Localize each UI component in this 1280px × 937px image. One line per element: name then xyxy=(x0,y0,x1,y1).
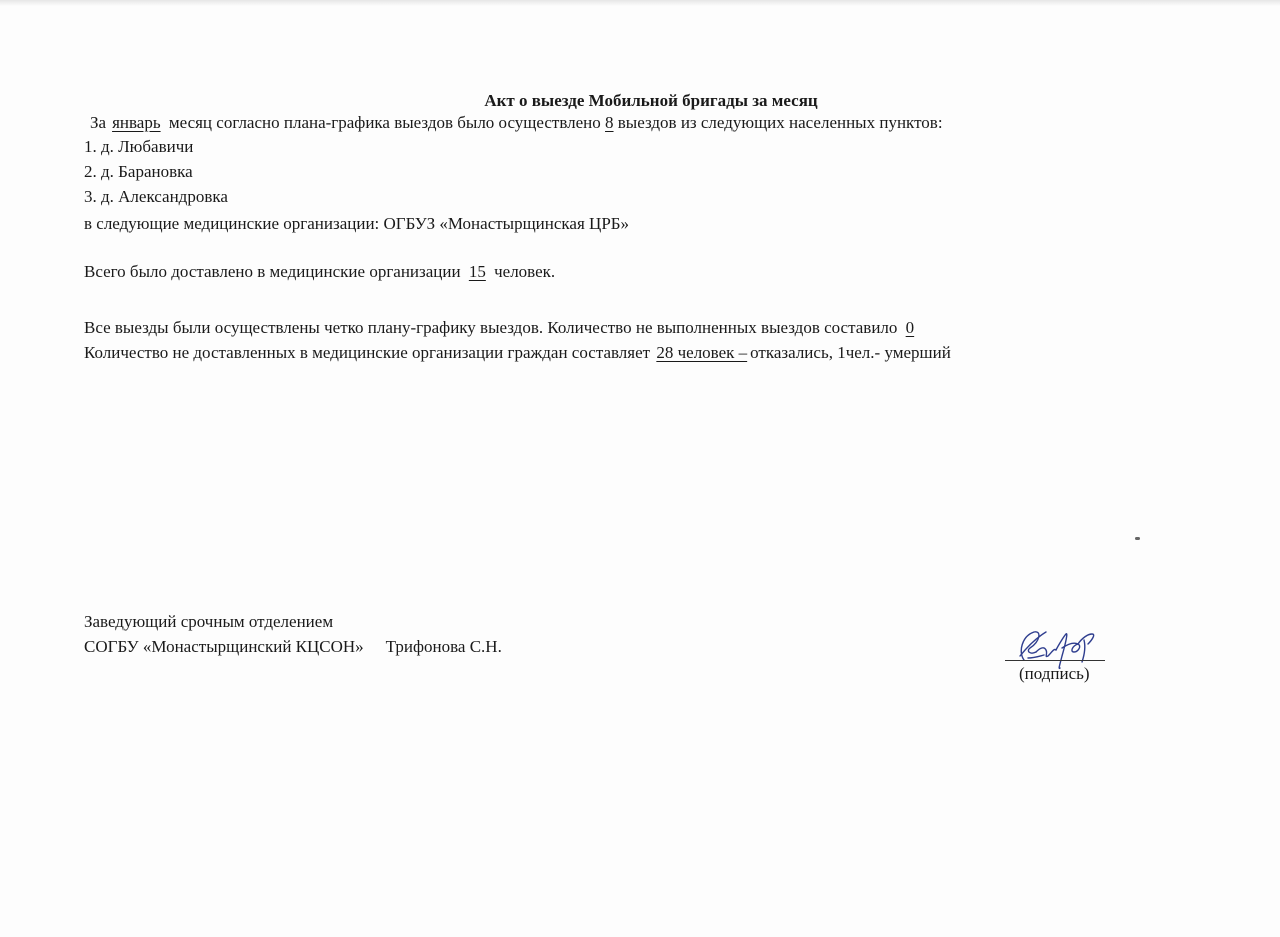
signatory-organization: СОГБУ «Монастырщинский КЦСОН» xyxy=(84,637,364,656)
not-delivered-value: 28 человек – xyxy=(656,343,748,362)
settlement-item: 3. д. Александровка xyxy=(84,187,228,206)
scan-speck xyxy=(1135,537,1140,540)
organizations-line: в следующие медицинские организации: ОГБУЗ «Монастырщинская ЦРБ» xyxy=(84,214,630,233)
delivered-suffix: человек. xyxy=(494,262,556,281)
signatory-name: Трифонова С.Н. xyxy=(385,637,502,656)
intro-line xyxy=(90,113,943,133)
settlement-item: 2. д. Барановка xyxy=(84,162,193,181)
not-completed-count: 0 xyxy=(905,318,915,337)
signatory-line xyxy=(84,637,502,657)
month-value: январь xyxy=(112,113,161,132)
document-title: Акт о выезде Мобильной бригады за месяц xyxy=(484,91,818,110)
intro-middle: месяц согласно плана-графика выездов было осуществлено xyxy=(168,113,601,132)
settlement-item: 1. д. Любавичи xyxy=(84,137,194,156)
not-delivered-suffix: отказались, 1чел.- умерший xyxy=(750,343,951,362)
not-delivered-line xyxy=(84,343,951,363)
trips-count: 8 xyxy=(605,113,614,132)
delivered-line xyxy=(84,262,555,282)
completed-line xyxy=(84,318,918,338)
delivered-prefix: Всего было доставлено в медицинские организации xyxy=(84,262,461,281)
intro-prefix: За xyxy=(90,113,107,132)
signatory-position: Заведующий срочным отделением xyxy=(84,612,334,631)
not-delivered-prefix: Количество не доставленных в медицинские организации граждан составляет xyxy=(84,343,651,362)
completed-prefix: Все выезды были осуществлены четко плану-графику выездов. Количество не выполненных выездов составило xyxy=(84,318,898,337)
delivered-count: 15 xyxy=(468,262,486,281)
intro-suffix: выездов из следующих населенных пунктов: xyxy=(617,113,943,132)
signature-line xyxy=(1005,660,1105,661)
scan-edge-shadow xyxy=(0,0,1280,6)
signature-caption: (подпись) xyxy=(1019,664,1090,683)
